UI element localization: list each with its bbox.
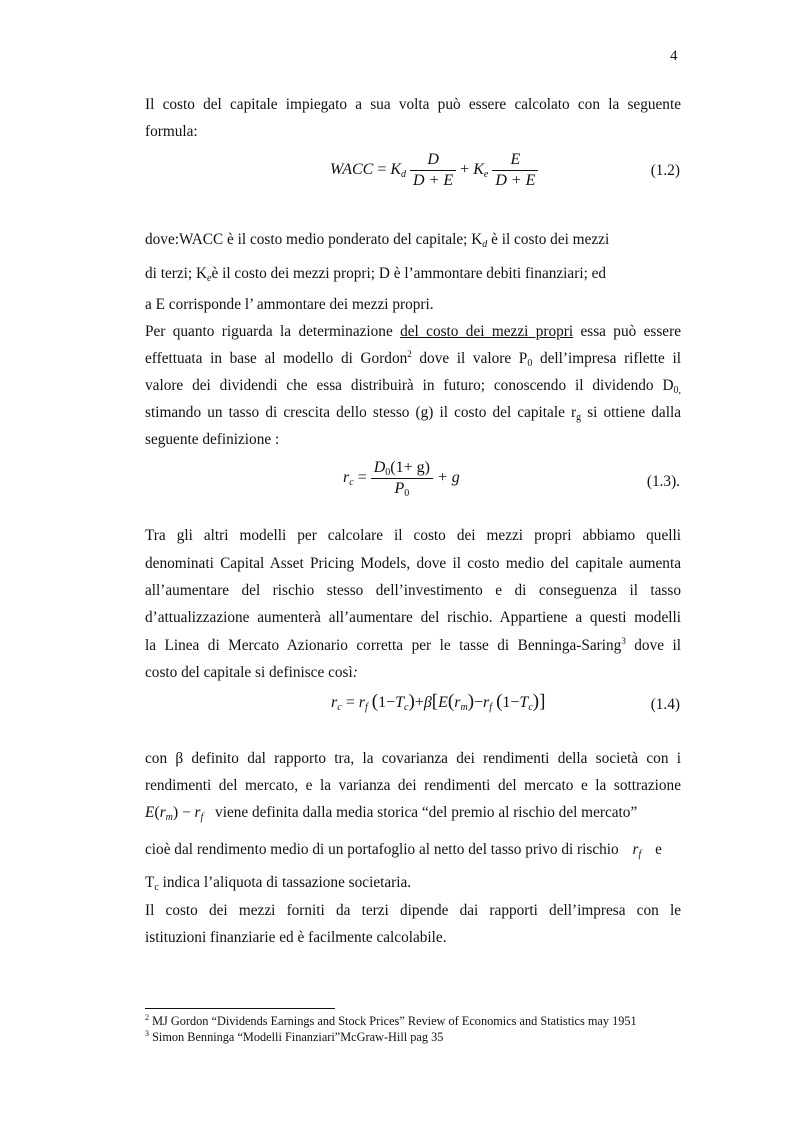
- eq12-lhs: WACC: [330, 161, 374, 179]
- eq14-tc-sub: c: [404, 702, 409, 713]
- definition-line-1: [145, 231, 681, 249]
- para3-line-2: denominati Capital Asset Pricing Models, dove il costo medio del capitale aumenta: [145, 555, 681, 572]
- def-l1a: dove:WACC è il costo medio ponderato del capitale; K: [145, 231, 483, 248]
- eq13-num-rest: (1+ g): [390, 459, 430, 476]
- para2-line-5: seguente definizione :: [145, 431, 280, 448]
- para4-line-4: [145, 841, 681, 859]
- para2-l4b: si ottiene dalla: [581, 404, 682, 421]
- para4-l5a: T: [145, 874, 155, 891]
- equation-1-3: rc = $\frac{D0(1+ g)}{P0}$ + g: [343, 459, 460, 499]
- eq14-rm-sub: m: [460, 702, 468, 713]
- inline-rm-sub: m: [165, 812, 173, 823]
- eq12-ke-sub: e: [483, 169, 489, 181]
- inline-rf2-r: r: [632, 841, 639, 858]
- intro-line-2: formula:: [145, 123, 198, 140]
- para3-line-6: [145, 664, 681, 682]
- inline-rf-sub: f: [200, 812, 204, 823]
- eq12-den-2: D + E: [495, 172, 536, 189]
- para4-l4a: cioè dal rendimento medio di un portafoglio al netto del tasso privo di rischio: [145, 841, 619, 858]
- para2-l3a: valore dei dividendi che essa distribuirà in futuro; conoscendo il dividendo D: [145, 377, 674, 394]
- eq14-rf-sub: f: [364, 702, 368, 713]
- eq14-rm: r: [454, 694, 461, 711]
- intro-line-1: Il costo del capitale impiegato a sua volta può essere calcolato con la seguente: [145, 96, 681, 113]
- para2-l3-sub: 0,: [673, 385, 681, 396]
- inline-math-premium: E(rm) − rf: [145, 804, 204, 823]
- eq12-num-1: D: [410, 151, 456, 171]
- footnote-ref-2: 2: [407, 348, 412, 359]
- inline-e: E: [145, 804, 155, 821]
- para4-l5b: indica l’aliquota di tassazione societaria.: [158, 874, 412, 891]
- para4-line-3: [145, 804, 681, 822]
- inline-rf2-sub: f: [638, 849, 642, 860]
- para4-line-1: con β definito dal rapporto tra, la covarianza dei rendimenti della società con i: [145, 750, 681, 767]
- definition-line-3: a E corrisponde l’ ammontare dei mezzi propri.: [145, 296, 434, 313]
- eq14-tc: T: [395, 694, 404, 711]
- para3-line-4: d’attualizzazione aumenterà all’aumentare del rischio. Appartiene a questi modelli: [145, 609, 681, 626]
- para2-line-3: [145, 377, 681, 395]
- footnote-2-text: MJ Gordon “Dividends Earnings and Stock Prices” Review of Economics and Statistics may 1951: [149, 1014, 637, 1028]
- eq14-rf2: r: [483, 694, 490, 711]
- inline-rf: r: [194, 804, 201, 821]
- eq13-lhs-sub: c: [349, 477, 354, 489]
- para3-l6a: costo del capitale si definisce così: [145, 664, 353, 681]
- footnote-2: [145, 1014, 637, 1029]
- para4-line-5: [145, 874, 681, 892]
- inline-rf-2: [633, 841, 642, 858]
- eq14-rc-sub: c: [337, 702, 342, 713]
- eq14-beta: β: [423, 694, 432, 711]
- eq14-rc: r: [331, 694, 338, 711]
- def-l2a: di terzi; K: [145, 265, 208, 282]
- para2-l2c: dell’impresa riflette il: [532, 350, 681, 367]
- footnote-3-text: Simon Benninga “Modelli Finanziari”McGraw-Hill pag 35: [149, 1030, 444, 1044]
- footnote-ref-3: 3: [621, 635, 626, 646]
- equation-1-4: rc = rf (1−Tc)+β[E(rm)−rf (1−Tc)]: [331, 691, 546, 713]
- eq14-tc2-sub: c: [528, 702, 533, 713]
- inline-rm: r: [159, 804, 166, 821]
- para3-line-1: Tra gli altri modelli per calcolare il costo dei mezzi propri abbiamo quelli: [145, 527, 681, 544]
- def-l1b: è il costo dei mezzi: [487, 231, 610, 248]
- eq14-one-minus: 1−: [378, 694, 396, 711]
- eq13-denominator: [371, 479, 433, 498]
- def-l2b: è il costo dei mezzi propri; D è l’ammontare debiti finanziari; ed: [211, 265, 607, 282]
- eq12-kd-sub: d: [401, 169, 407, 181]
- eq13-tail: + g: [436, 469, 460, 487]
- eq12-num-2: E: [492, 151, 538, 171]
- eq13-num-sub: 0: [385, 467, 391, 478]
- def-l2-sub: e: [207, 273, 212, 284]
- para2-l1b: essa può essere: [573, 323, 681, 340]
- eq14-rf: r: [358, 694, 365, 711]
- para4-l3b: viene definita dalla media storica “del premio al rischio del mercato”: [215, 804, 638, 821]
- para3-l5b: dove il: [625, 637, 681, 654]
- equation-number-1-2: (1.2): [650, 162, 680, 179]
- equation-1-2: WACC = Kd $\frac{D}{D + E}$ + Ke $\frac{E}{D + E}$: [330, 151, 538, 190]
- para2-l2b: dove il valore P: [411, 350, 528, 367]
- para4-l4b: e: [655, 841, 662, 858]
- eq14-minus: −: [474, 694, 484, 711]
- footnote-separator: [145, 1008, 335, 1009]
- para3-l5a: la Linea di Mercato Azionario corretta per le tasse di Benninga-Saring: [145, 637, 622, 654]
- eq13-lhs: r: [343, 469, 350, 487]
- definition-line-2: [145, 265, 681, 283]
- eq14-one-minus-2: 1−: [502, 694, 520, 711]
- para2-l4a: stimando un tasso di crescita dello stesso (g) il costo del capitale r: [145, 404, 577, 421]
- eq14-rf2-sub: f: [489, 702, 493, 713]
- eq13-fraction: [371, 459, 433, 498]
- eq12-ke: K: [473, 161, 484, 179]
- para2-line-2: [145, 350, 681, 368]
- eq12-fraction-2: [492, 151, 538, 190]
- para4-line-2: rendimenti del mercato, e la varianza dei rendimenti del mercato e la sottrazione: [145, 777, 681, 794]
- para2-l4-sub: g: [576, 412, 582, 423]
- para4-line-7: istituzioni finanziarie ed è facilmente calcolabile.: [145, 929, 447, 946]
- eq13-den-p: P: [394, 480, 405, 497]
- eq14-e: E: [438, 694, 448, 711]
- para2-line-1: [145, 323, 681, 341]
- eq13-den-sub: 0: [404, 488, 410, 499]
- para4-line-6: Il costo dei mezzi forniti da terzi dipende dai rapporti dell’impresa con le: [145, 902, 681, 919]
- eq12-fraction-1: [410, 151, 456, 190]
- para2-l1a: Per quanto riguarda la determinazione: [145, 323, 401, 340]
- para3-line-3: all’aumentare del rischio stesso dell’investimento e di conseguenza il tasso: [145, 582, 681, 599]
- footnote-2-mark: 2: [145, 1012, 149, 1022]
- page-number: 4: [670, 48, 678, 64]
- eq14-tc2: T: [519, 694, 529, 711]
- para4-l5-sub: c: [154, 882, 159, 893]
- equation-number-1-3: (1.3).: [646, 473, 680, 490]
- eq13-num-d: D: [373, 459, 386, 476]
- para2-line-4: [145, 404, 681, 422]
- para2-l2-sub: 0: [527, 358, 533, 369]
- underlined-phrase: del costo dei mezzi propri: [400, 323, 574, 340]
- para2-l2a: effettuata in base al modello di Gordon: [145, 350, 408, 367]
- eq12-den-1: D + E: [413, 172, 454, 189]
- para3-l6b: :: [352, 664, 358, 681]
- equation-number-1-4: (1.4): [650, 696, 680, 713]
- eq13-numerator: [371, 459, 433, 479]
- def-l1-sub: d: [482, 239, 488, 250]
- footnote-3-mark: 3: [145, 1028, 149, 1038]
- para3-line-5: [145, 637, 681, 655]
- eq12-kd: K: [390, 161, 402, 179]
- footnote-3: [145, 1030, 443, 1045]
